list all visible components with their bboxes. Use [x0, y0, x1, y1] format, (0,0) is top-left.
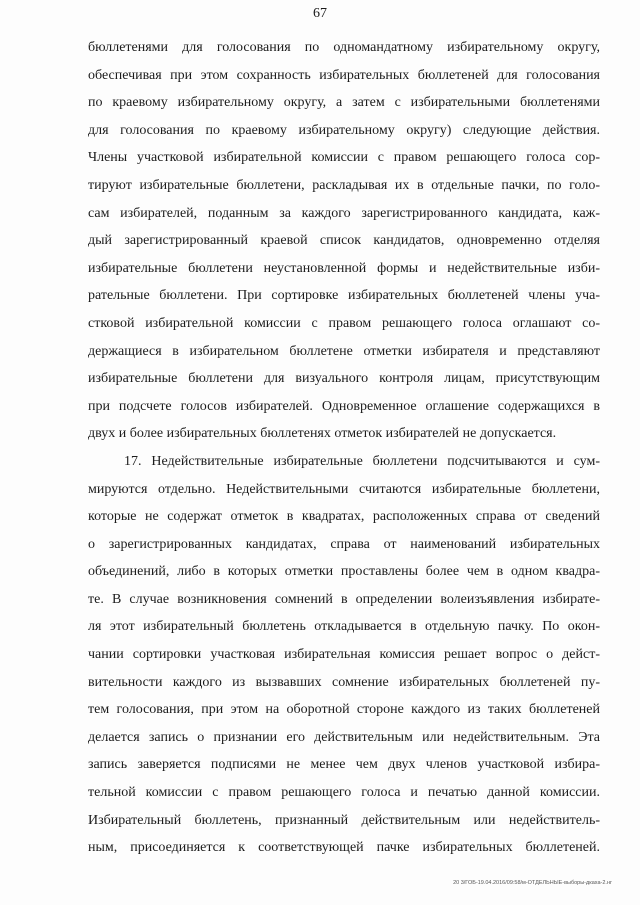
text-line: при подсчете голосов избирателей. Одновременное оглашение содержащихся в: [88, 398, 600, 414]
text-line: о зарегистрированных кандидатах, справа от наименований избирательных: [88, 536, 600, 552]
text-line: которые не содержат отметок в квадратах, расположенных справа от сведений: [88, 509, 600, 525]
text-line: тем голосования, при этом на оборотной стороне каждого из таких бюллетеней: [88, 702, 600, 718]
text-line: Члены участковой избирательной комиссии с правом решающего голоса сор-: [88, 150, 600, 166]
text-line: вительности каждого из вызвавших сомнение избирательных бюллетеней пу-: [88, 674, 600, 690]
text-line: по краевому избирательному округу, а затем с избирательными бюллетенями: [88, 95, 600, 111]
text-line: сам избирателей, поданным за каждого зарегистрированного кандидата, каж-: [88, 205, 600, 221]
text-line: ля этот избирательный бюллетень откладывается в отдельную пачку. По окон-: [88, 619, 600, 635]
text-line: держащиеся в избирательном бюллетене отметки избирателя и представляют: [88, 343, 600, 359]
text-line: 17. Недействительные избирательные бюллетени подсчитываются и сум-: [124, 453, 600, 469]
text-line: тельной комиссии с правом решающего голоса и печатью данной комиссии.: [88, 785, 600, 801]
text-line: избирательные бюллетени для визуального контроля лицам, присутствующим: [88, 371, 600, 387]
footer-stamp: 20 3/ГОБ-19.04.2016/09:58/м-ОТДЕЛЬНЫЕ-выборы-дкаха-2.нг: [453, 880, 612, 886]
text-line: ным, присоединяется к соответствующей пачке избирательных бюллетеней.: [88, 840, 600, 856]
text-line: мируются отдельно. Недействительными считаются избирательные бюллетени,: [88, 481, 600, 497]
text-line: запись заверяется подписями не менее чем двух членов участковой избира-: [88, 757, 600, 773]
text-line: избирательные бюллетени неустановленной формы и недействительные изби-: [88, 260, 600, 276]
text-line: рательные бюллетени. При сортировке избирательных бюллетеней члены уча-: [88, 288, 600, 304]
text-line: двух и более избирательных бюллетенях отметок избирателей не допускается.: [88, 426, 557, 442]
text-line: стковой избирательной комиссии с правом решающего голоса оглашают со-: [88, 315, 600, 331]
text-line: бюллетенями для голосования по одномандатному избирательному округу,: [88, 40, 600, 55]
body-text: [88, 34, 600, 862]
text-line: Избирательный бюллетень, признанный действительным или недействитель-: [88, 812, 600, 828]
text-line: делается запись о признании его действительным или недействительным. Эта: [88, 729, 600, 745]
text-line: тируют избирательные бюллетени, раскладывая их в отдельные пачки, по голо-: [88, 177, 600, 193]
text-line: чании сортировки участковая избирательная комиссия решает вопрос о дейст-: [88, 647, 600, 663]
text-line: объединений, либо в которых отметки проставлены более чем в одном квадра-: [88, 564, 600, 580]
text-line: для голосования по краевому избирательному округу) следующие действия.: [88, 122, 600, 138]
text-line: дый зарегистрированный краевой список кандидатов, одновременно отделяя: [88, 233, 600, 249]
text-line: те. В случае возникновения сомнений в определении волеизъявления избирате-: [88, 591, 600, 607]
page-number: 67: [313, 6, 327, 21]
text-line: обеспечивая при этом сохранность избирательных бюллетеней для голосования: [88, 67, 600, 83]
